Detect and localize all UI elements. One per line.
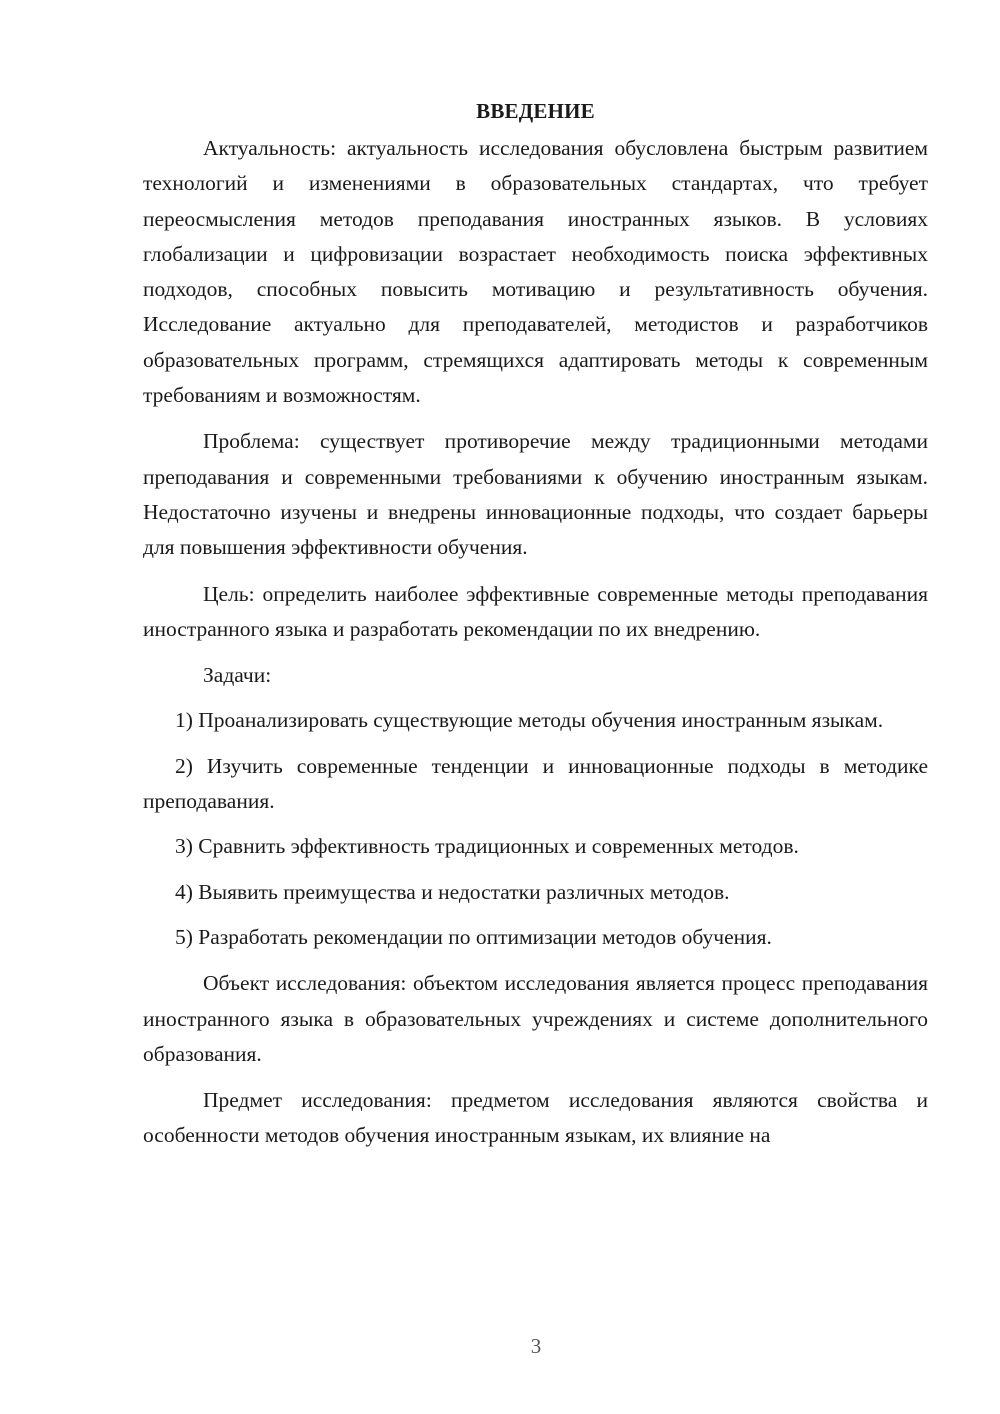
page-content bbox=[143, 96, 928, 1154]
task-item-3: 3) Сравнить эффективность традиционных и современных методов. bbox=[175, 834, 799, 859]
task-item-2: 2) Изучить современные тенденции и инновационные подходы в методике преподавания. bbox=[143, 753, 928, 814]
paragraph-subject: Предмет исследования: предметом исследования являются свойства и особенности методов обучения иностранным языкам, их влияние на bbox=[143, 1088, 928, 1148]
task-item-1: 1) Проанализировать существующие методы обучения иностранным языкам. bbox=[175, 708, 884, 733]
task-item-5: 5) Разработать рекомендации по оптимизации методов обучения. bbox=[175, 924, 772, 949]
task-item-4: 4) Выявить преимущества и недостатки различных методов. bbox=[175, 879, 730, 904]
paragraph-problem: Проблема: существует противоречие между традиционными методами преподавания и современными требованиями к обучению иностранным языкам. Недостаточно изучены и внедрены инновационные подходы, что создает барьеры для повышения эффективности обучения. bbox=[143, 429, 928, 560]
tasks-heading: Задачи: bbox=[203, 663, 272, 688]
page-title: ВВЕДЕНИЕ bbox=[476, 99, 595, 123]
paragraph-goal: Цель: определить наиболее эффективные современные методы преподавания иностранного языка и разработать рекомендации по их внедрению. bbox=[143, 581, 928, 641]
page-number: 3 bbox=[530, 1334, 542, 1358]
paragraph-relevance: Актуальность: актуальность исследования обусловлена быстрым развитием технологий и изменениями в образовательных стандартах, что требует переосмысления методов преподавания иностранных языков. В условиях глобализации и цифровизации возрастает необходимость поиска эффективных подходов, способных повысить мотивацию и результативность обучения. Исследование актуально для преподавателей, методистов и разработчиков образовательных программ, стремящихся адаптировать методы к современным требованиям и возможностям. bbox=[143, 136, 928, 408]
paragraph-object: Объект исследования: объектом исследования является процесс преподавания иностранного языка в образовательных учреждениях и системе дополнительного образования. bbox=[143, 971, 928, 1066]
